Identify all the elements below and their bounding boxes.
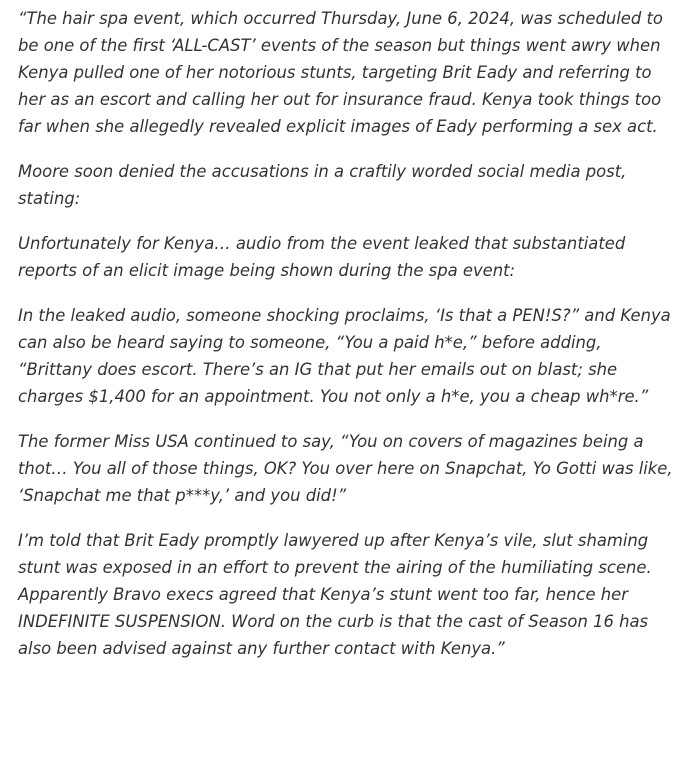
article-body (18, 5, 678, 680)
paragraph-audio-leak: Unfortunately for Kenya… audio from the event leaked that substantiated reports of an elicit image being shown during the spa event: (18, 234, 626, 280)
paragraph-leaked-audio-quote: In the leaked audio, someone shocking proclaims, ‘Is that a PEN!S?” and Kenya can also be heard saying to someone, “You a paid h*e,” before adding, “Brittany does escort. There’s an IG that put her emails out on blast; she charges $1,400 for an appointment. You not only a h*e, you a cheap wh*re.” (18, 306, 671, 406)
paragraph-moore-denial: Moore soon denied the accusations in a craftily worded social media post, stating: (18, 162, 627, 208)
paragraph-suspension: I’m told that Brit Eady promptly lawyered up after Kenya’s vile, slut shaming stunt was exposed in an effort to prevent the airing of the humiliating scene. Apparently Bravo execs agreed that Kenya’s stunt went too far, hence her INDEFINITE SUSPENSION. Word on the curb is that the cast of Season 16 has also been advised against any further contact with Kenya.” (18, 531, 652, 658)
paragraph-spa-event: “The hair spa event, which occurred Thursday, June 6, 2024, was scheduled to be one of the first ‘ALL-CAST’ events of the season but things went awry when Kenya pulled one of her notorious stunts, targeting Brit Eady and referring to her as an escort and calling her out for insurance fraud. Kenya took things too far when she allegedly revealed explicit images of Eady performing a sex act. (18, 9, 663, 136)
paragraph-miss-usa-quote: The former Miss USA continued to say, “You on covers of magazines being a thot… You all of those things, OK? You over here on Snapchat, Yo Gotti was like, ‘Snapchat me that p***y,’ and you did!” (18, 432, 673, 505)
